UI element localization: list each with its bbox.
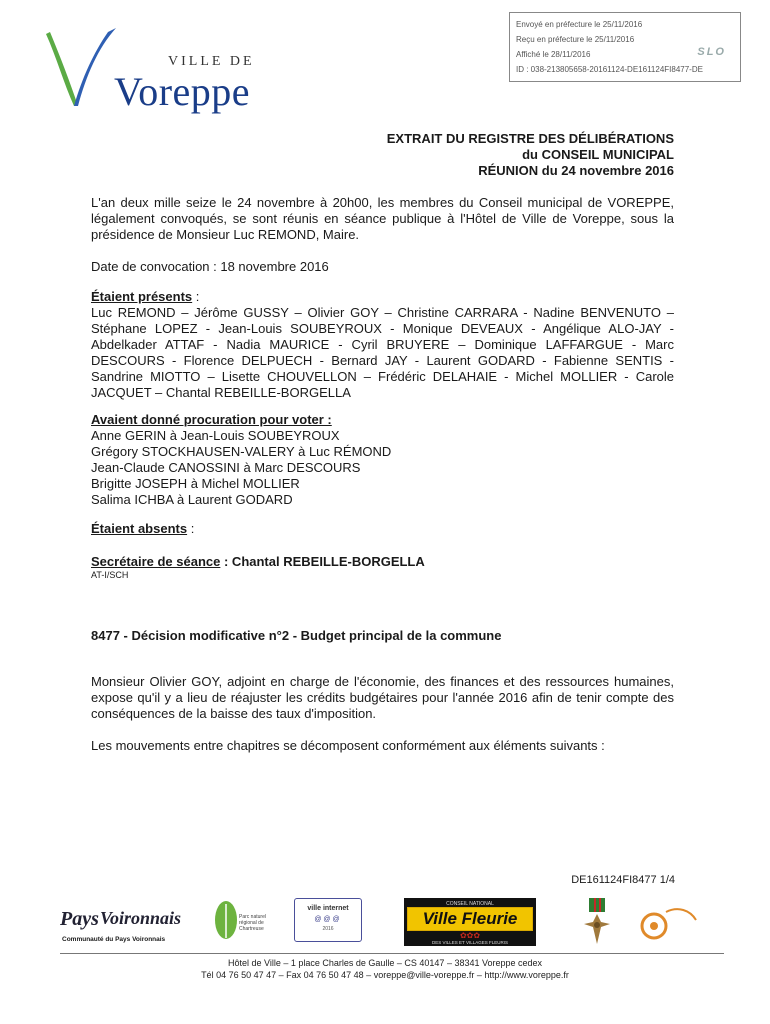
- parc-chartreuse-logo: [213, 898, 271, 952]
- stamp-line-sent: Envoyé en préfecture le 25/11/2016: [516, 20, 643, 29]
- address-line-1: Hôtel de Ville – 1 place Charles de Gaulle – CS 40147 – 38341 Voreppe cedex: [227, 958, 543, 968]
- intro-paragraph: L'an deux mille seize le 24 novembre à 20h00, les membres du Conseil municipal de VOREPPE, légalement convoqués, se sont réunis en séance publique à l'Hôtel de Ville de Voreppe, sous la présidence de Monsieur Luc REMOND, Maire.: [91, 195, 674, 242]
- stamp-line-id: ID : 038-213805658-20161124-DE161124FI8477-DE: [516, 65, 703, 74]
- procuration-item: Salima ICHBA à Laurent GODARD: [91, 492, 293, 507]
- absents-heading: [91, 521, 674, 537]
- ville-internet-year: 2016: [322, 926, 334, 932]
- procuration-list: [91, 428, 674, 508]
- presents-suffix: :: [192, 289, 200, 304]
- croix-de-guerre-medal: [582, 898, 612, 946]
- procuration-item: Brigitte JOSEPH à Michel MOLLIER: [91, 476, 300, 491]
- stamp-line-posted: Affiché le 28/11/2016: [516, 50, 591, 59]
- absents-label: Étaient absents: [91, 521, 188, 536]
- address-line-2: Tél 04 76 50 47 47 – Fax 04 76 50 47 48 – voreppe@ville-voreppe.fr – http://www.voreppe.fr: [201, 970, 569, 980]
- parc-leaf-icon: [213, 898, 239, 942]
- heading-line-1: EXTRAIT DU REGISTRE DES DÉLIBÉRATIONS: [386, 131, 674, 146]
- stamp-signature: SLO: [697, 46, 726, 58]
- prefecture-stamp: [509, 12, 741, 82]
- ville-internet-stars: @@@: [314, 916, 342, 923]
- ville-internet-logo: [294, 898, 362, 942]
- presents-heading: [91, 289, 674, 305]
- pays-caption: Communauté du Pays Voironnais: [62, 936, 166, 943]
- ville-fleurie-top: CONSEIL NATIONAL: [446, 901, 494, 907]
- procuration-item: Jean-Claude CANOSSINI à Marc DESCOURS: [91, 460, 361, 475]
- absents-suffix: :: [187, 521, 195, 536]
- ville-fleurie-bottom: DES VILLES ET VILLAGES FLEURIS: [432, 940, 508, 945]
- pays-voironnais-logo: [58, 898, 193, 950]
- presents-label: Étaient présents: [91, 289, 193, 304]
- body-paragraph-1: Monsieur Olivier GOY, adjoint en charge de l'économie, des finances et des ressources humaines, expose qu'il y a lieu de réajuster les crédits budgétaires pour l'année 2016 afin de tenir compte des conséquences de la baisse des taux d'imposition.: [91, 674, 674, 721]
- secretaire-line: [91, 554, 674, 570]
- stamp-line-received: Reçu en préfecture le 25/11/2016: [516, 35, 635, 44]
- procuration-item: Grégory STOCKHAUSEN-VALERY à Luc RÉMOND: [91, 444, 392, 459]
- secretaire-label: Secrétaire de séance: [91, 554, 221, 569]
- pays-word: Pays: [60, 908, 99, 930]
- medal-cross-icon: [582, 898, 612, 946]
- ville-fleurie-logo: [404, 898, 536, 946]
- procuration-item: Anne GERIN à Jean-Louis SOUBEYROUX: [91, 428, 340, 443]
- agenda-21-icon: [632, 898, 702, 950]
- voreppe-logo: [38, 26, 255, 118]
- ville-fleurie-title: Ville Fleurie: [407, 907, 533, 931]
- logo-name: Voreppe: [114, 69, 251, 114]
- agenda-21-logo: [632, 898, 702, 950]
- ville-fleurie-flowers: ✿✿✿: [459, 931, 481, 940]
- page-reference: DE161124FI8477 1/4: [571, 874, 675, 886]
- heading-line-3: RÉUNION du 24 novembre 2016: [478, 163, 674, 178]
- voironnais-word: Voironnais: [100, 908, 182, 928]
- ville-internet-title: ville internet: [307, 905, 349, 912]
- presents-list: Luc REMOND – Jérôme GUSSY – Olivier GOY – Christine CARRARA - Nadine BENVENUTO – Stéphane LOPEZ - Jean-Louis SOUBEYROUX - Monique DEVEAUX - Angélique ALO-JAY - Abdelkader ATTAF - Nadia MAURICE - Cyril BRUYERE – Dominique LAFFARGUE - Marc DESCOURS - Florence DELPUECH - Bernard JAY - Laurent GODARD - Fabienne SENTIS - Sandrine MIOTTO – Lisette CHOUVELLON – Frédéric DELAHAIE - Michel MOLLIER - Carole JACQUET – Chantal REBEILLE-BORGELLA: [91, 305, 674, 400]
- logo-ville-de: VILLE DE: [168, 54, 255, 69]
- body-paragraph-2: Les mouvements entre chapitres se décomposent conformément aux éléments suivants :: [91, 738, 605, 753]
- secretaire-ref: AT-I/SCH: [91, 570, 129, 580]
- procuration-heading: Avaient donné procuration pour voter :: [91, 412, 332, 427]
- heading-line-2: du CONSEIL MUNICIPAL: [522, 147, 674, 162]
- partner-logos: [58, 898, 718, 952]
- convocation-date: Date de convocation : 18 novembre 2016: [91, 259, 329, 274]
- document-heading: [387, 131, 674, 179]
- parc-text: Parc naturel régional de Chartreuse: [239, 914, 266, 932]
- decision-title: 8477 - Décision modificative n°2 - Budget principal de la commune: [91, 628, 502, 643]
- footer-divider: [60, 953, 724, 954]
- secretaire-value: : Chantal REBEILLE-BORGELLA: [220, 554, 425, 569]
